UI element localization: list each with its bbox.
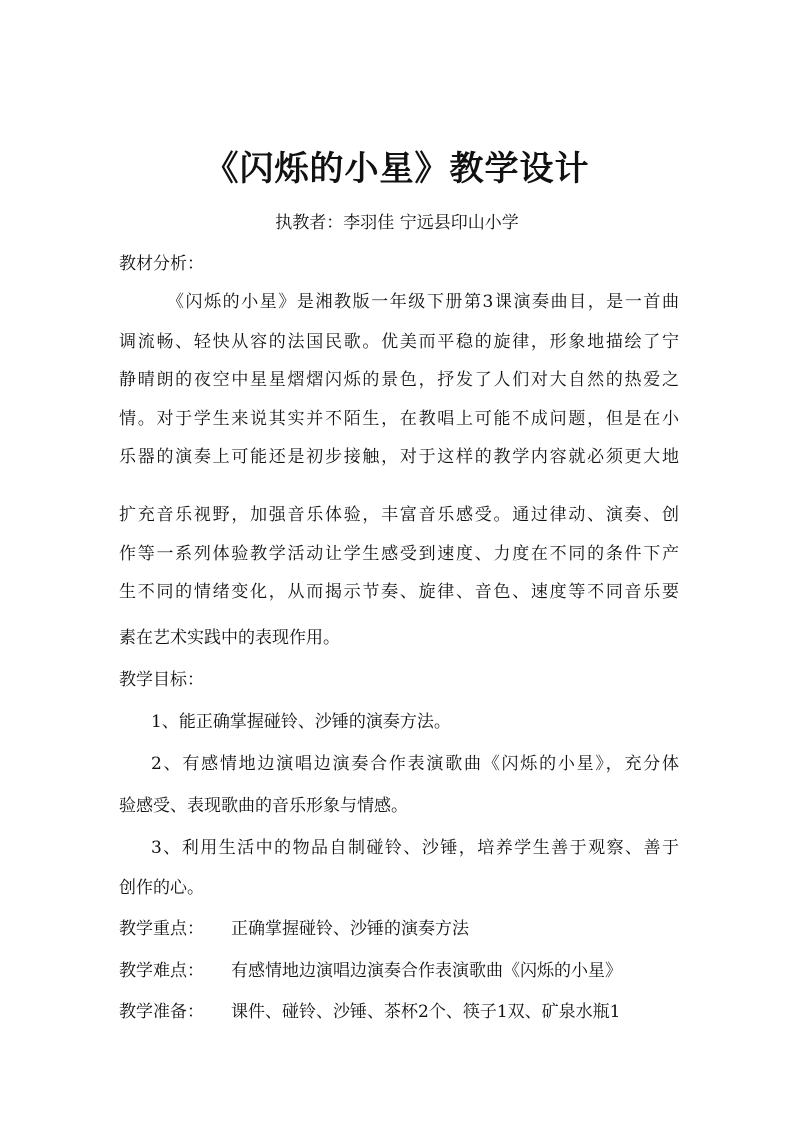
difficulty-label: 教学难点： — [119, 961, 204, 981]
difficulty-row — [119, 959, 679, 983]
key-point-value: 正确掌握碰铃、沙锤的演奏方法 — [231, 919, 469, 939]
goal-item-2-line-2: 验感受、表现歌曲的音乐形象与情感。 — [119, 796, 408, 816]
analysis-line: 素在艺术实践中的表现作用。 — [119, 628, 340, 648]
goal-item-1: 1、能正确掌握碰铃、沙锤的演奏方法。 — [151, 712, 451, 732]
analysis-line: 《闪烁的小星》是湘教版一年级下册第3课演奏曲目，是一首曲 — [167, 292, 679, 312]
preparation-row — [119, 1000, 679, 1024]
analysis-line: 情。对于学生来说其实并不陌生，在教唱上可能不成问题，但是在小 — [119, 409, 679, 429]
goal-item-3-line-1: 3、利用生活中的物品自制碰铃、沙锤，培养学生善于观察、善于 — [151, 838, 679, 858]
author-line: 执教者：李羽佳 宁远县印山小学 — [275, 213, 519, 233]
analysis-line: 调流畅、轻快从容的法国民歌。优美而平稳的旋律，形象地描绘了宁 — [119, 332, 679, 352]
analysis-line: 乐器的演奏上可能还是初步接触，对于这样的教学内容就必须更大地 — [119, 447, 679, 467]
key-point-row — [119, 917, 679, 941]
section-heading-analysis: 教材分析： — [119, 254, 204, 274]
goal-item-2-line-1: 2、有感情地边演唱边演奏合作表演歌曲《闪烁的小星》，充分体 — [151, 754, 679, 774]
analysis-line: 生不同的情绪变化，从而揭示节奏、旋律、音色、速度等不同音乐要 — [119, 582, 679, 602]
section-heading-goals: 教学目标： — [119, 670, 204, 690]
goal-item-3-line-2: 创作的心。 — [119, 878, 204, 898]
document-title: 《闪烁的小星》教学设计 — [204, 149, 590, 189]
key-point-label: 教学重点： — [119, 919, 204, 939]
preparation-label: 教学准备： — [119, 1002, 204, 1022]
analysis-line: 扩充音乐视野，加强音乐体验，丰富音乐感受。通过律动、演奏、创 — [119, 505, 679, 525]
analysis-line: 作等一系列体验教学活动让学生感受到速度、力度在不同的条件下产 — [119, 544, 679, 564]
preparation-value: 课件、碰铃、沙锤、茶杯2个、筷子1双、矿泉水瓶1 — [231, 1002, 621, 1022]
difficulty-value: 有感情地边演唱边演奏合作表演歌曲《闪烁的小星》 — [231, 961, 622, 981]
analysis-line: 静晴朗的夜空中星星熠熠闪烁的景色，抒发了人们对大自然的热爱之 — [119, 370, 679, 390]
